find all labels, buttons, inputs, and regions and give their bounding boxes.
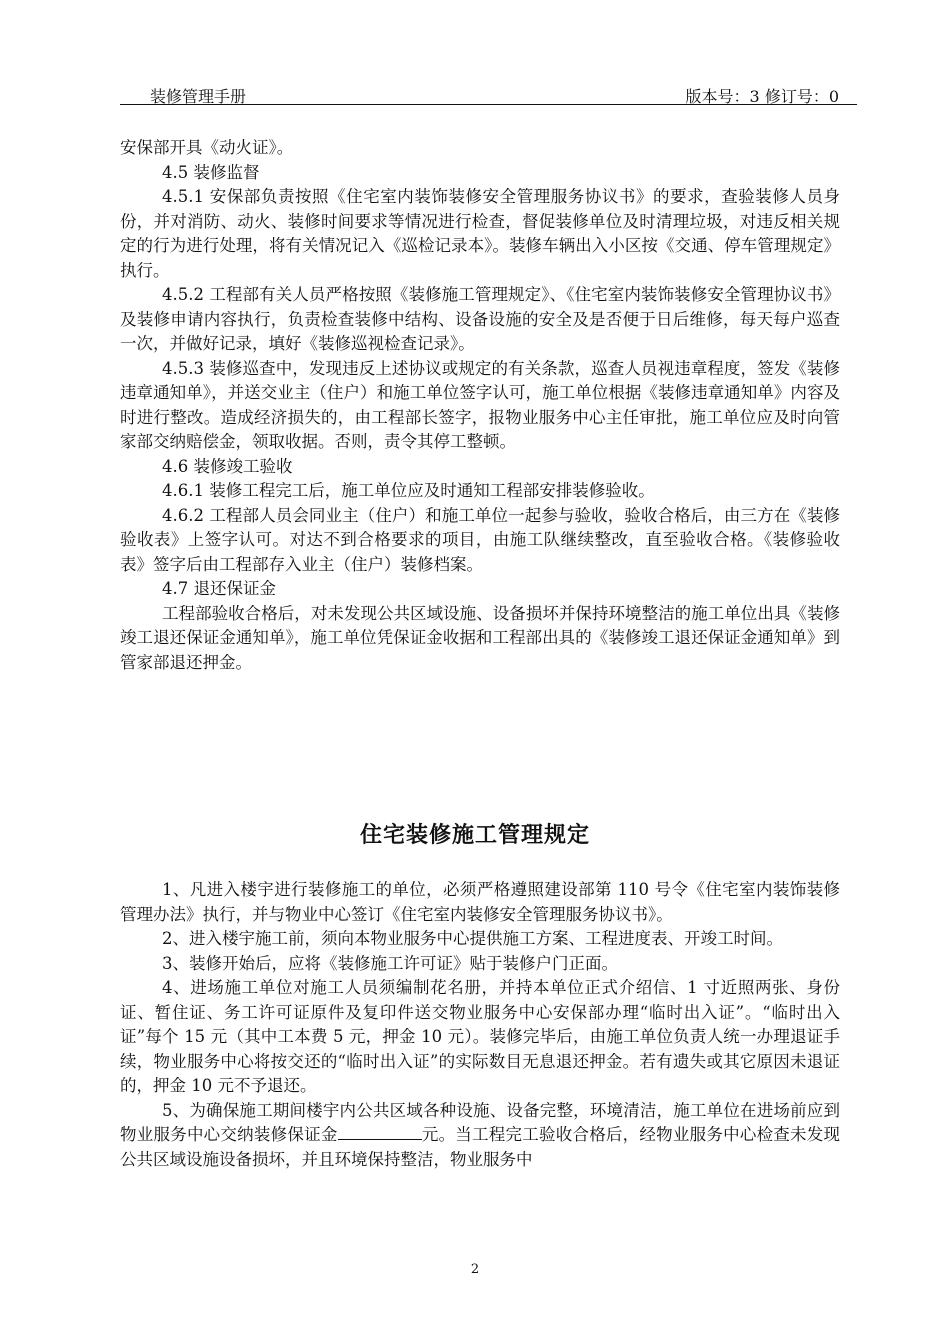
regulation-item: 2、进入楼宇施工前，须向本物业服务中心提供施工方案、工程进度表、开竣工时间。	[162, 929, 783, 948]
paragraph: 4.5.3 装修巡查中，发现违反上述协议或规定的有关条款，巡查人员视违章程度，签发《装修违章通知单》，并送交业主（住户）和施工单位签字认可，施工单位根据《装修违章通知单》内容及时进行整改。造成经济损失的，由工程部长签字，报物业服务中心主任审批，施工单位应及时向管家部交纳赔偿金，领取收据。否则，责令其停工整顿。	[120, 358, 840, 451]
page-number: 2	[470, 1262, 480, 1277]
item5-text-after: 元。当工程完工验收合格后，经物业服务中心检查未发现公共区域设施设备损坏，并且环境保持整洁，物业服务中	[120, 1125, 841, 1169]
paragraph: 4.7 退还保证金	[162, 579, 276, 598]
regulation-item: 4、进场施工单位对施工人员须编制花名册，并持本单位正式介绍信、1 寸近照两张、身份证、暂住证、务工许可证原件及复印件送交物业服务中心安保部办理“临时出入证”。“临时出入证”每个 15 元（其中工本费 5 元，押金 10 元）。装修完毕后，由施工单位负责人统一办理退证手续，物业服务中心将按交还的“临时出入证”的实际数目无息退还押金。若有遗失或其它原因未退证的，押金 10 元不予退还。	[120, 978, 840, 1095]
item5-text-before: 5、为确保施工期间楼宇内公共区域各种设施、设备完整，环境清洁，施工单位在进场前应到物业服务中心交纳装修保证金	[120, 1100, 840, 1144]
section-4-body	[120, 136, 840, 675]
regulation-body	[120, 878, 840, 1172]
regulation-item: 3、装修开始后，应将《装修施工许可证》贴于装修户门正面。	[162, 953, 618, 973]
regulation-item: 1、凡进入楼宇进行装修施工的单位，必须严格遵照建设部第 110 号令《住宅室内装饰装修管理办法》执行，并与物业中心签订《住宅室内装修安全管理服务协议书》。	[120, 880, 840, 924]
deposit-amount-blank	[338, 1125, 422, 1140]
document-title: 住宅装修施工管理规定	[359, 822, 590, 848]
paragraph: 4.6.2 工程部人员会同业主（住户）和施工单位一起参与验收，验收合格后，由三方在《装修验收表》上签字认可。对达不到合格要求的项目，由施工队继续整改，直至验收合格。《装修验收表》签字后由工程部存入业主（住户）装修档案。	[120, 505, 840, 574]
paragraph: 4.5.1 安保部负责按照《住宅室内装饰装修安全管理服务协议书》的要求，查验装修人员身份，并对消防、动火、装修时间要求等情况进行检查，督促装修单位及时清理垃圾，对违反相关规定的行为进行处理，将有关情况记入《巡检记录本》。装修车辆出入小区按《交通、停车管理规定》执行。	[120, 187, 840, 280]
paragraph: 工程部验收合格后，对未发现公共区域设施、设备损坏并保持环境整洁的施工单位出具《装修竣工退还保证金通知单》，施工单位凭保证金收据和工程部出具的《装修竣工退还保证金通知单》到管家部退还押金。	[120, 603, 840, 672]
paragraph: 4.5.2 工程部有关人员严格按照《装修施工管理规定》、《住宅室内装饰装修安全管理协议书》及装修申请内容执行，负责检查装修中结构、设备设施的安全及是否便于日后维修，每天每户巡查一次，并做好记录，填好《装修巡视检查记录》。	[120, 285, 840, 353]
regulation-items	[120, 878, 840, 1099]
regulation-item-5	[120, 1099, 840, 1173]
paragraph: 4.6 装修竣工验收	[162, 456, 293, 476]
header-manual-title: 装修管理手册	[150, 87, 247, 106]
paragraph: 4.6.1 装修工程完工后，施工单位应及时通知工程部安排装修验收。	[162, 481, 655, 500]
page-header	[120, 82, 857, 105]
paragraph: 4.5 装修监督	[162, 162, 260, 182]
header-version: 版本号：3 修订号：0	[685, 87, 839, 106]
paragraph: 安保部开具《动火证》。	[120, 138, 294, 157]
